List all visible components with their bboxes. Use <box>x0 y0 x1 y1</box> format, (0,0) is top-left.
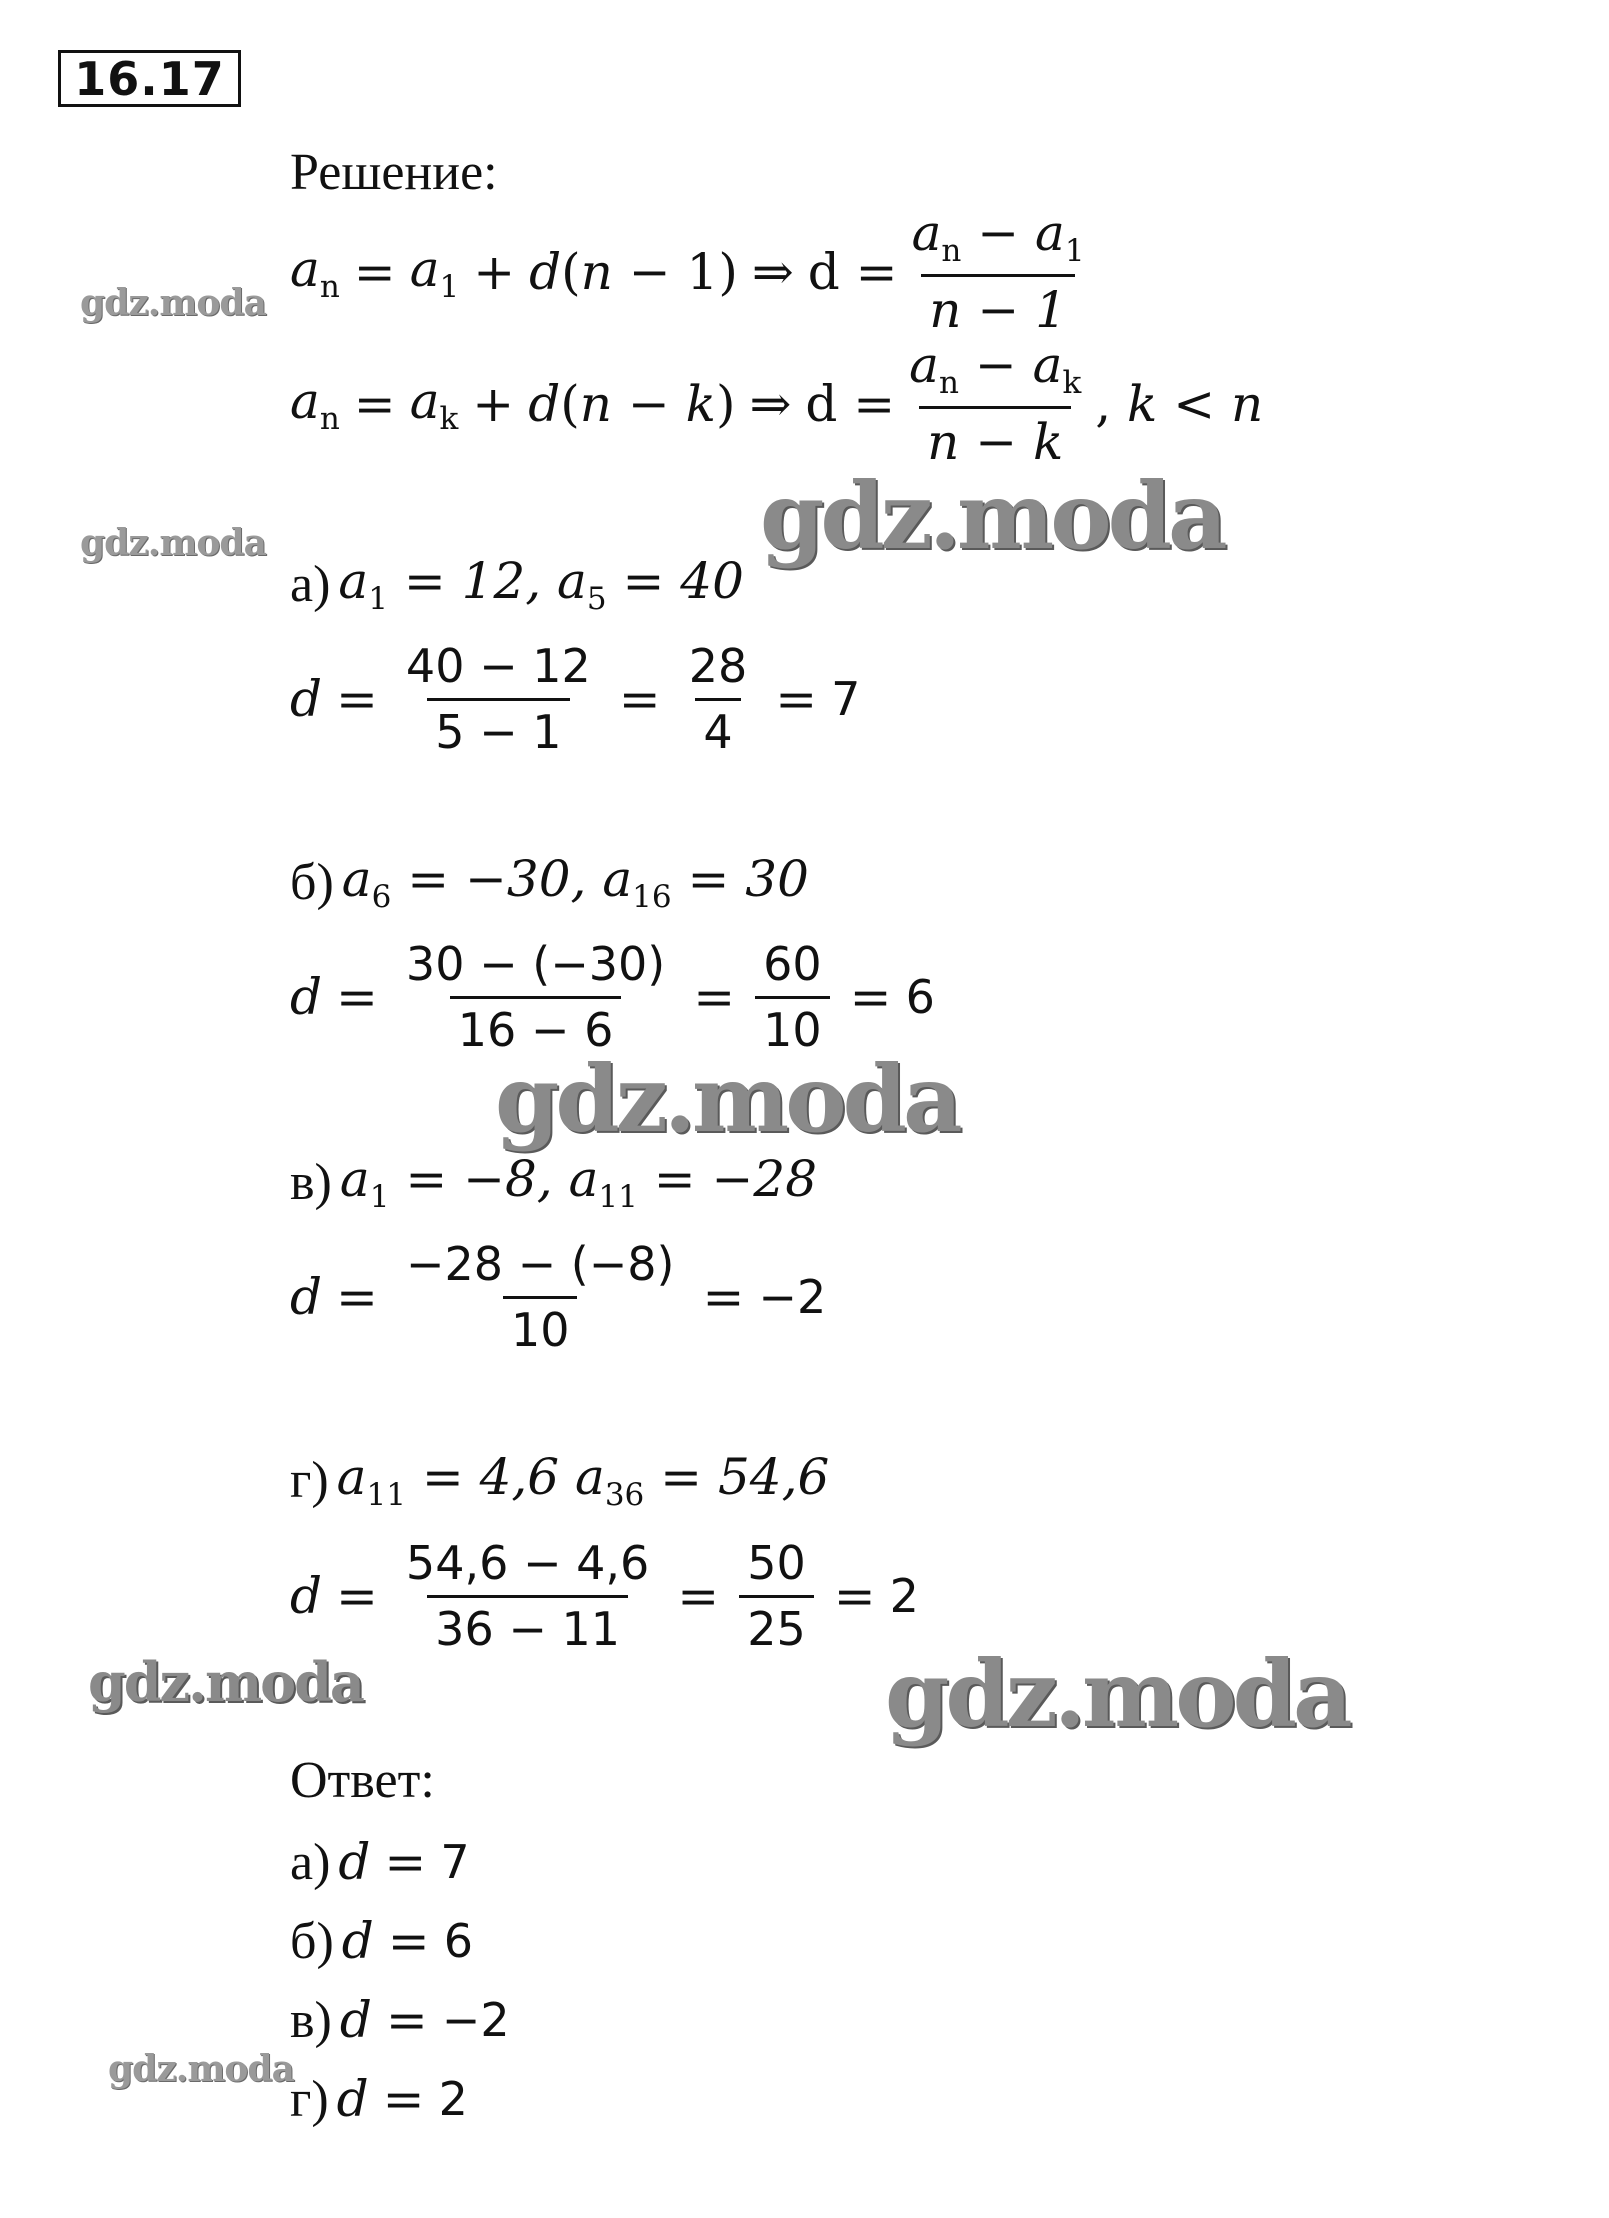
formula-general-2-d: d = <box>805 375 896 433</box>
answer-a-label: а) <box>290 1833 331 1891</box>
part-b-numerator: 30 − (−30) <box>405 936 666 991</box>
part-d-fraction <box>398 1537 657 1656</box>
answer-b-label: б) <box>290 1912 334 1970</box>
part-a-simp-denominator: 4 <box>695 698 740 759</box>
answer-a-value: 7 <box>440 1835 470 1889</box>
answer-c-value: −2 <box>441 1993 510 2047</box>
part-b-simp-denominator: 10 <box>755 996 830 1057</box>
watermark: gdz.moda <box>108 2048 294 2090</box>
formula-general-1-numerator: $a_n - a_1$ <box>911 203 1085 269</box>
part-c-result: −2 <box>758 1270 827 1324</box>
part-d-denominator: 36 − 11 <box>427 1595 628 1656</box>
part-a-simplified <box>681 640 756 759</box>
part-c-fraction <box>398 1238 683 1357</box>
watermark: gdz.moda <box>495 1045 959 1153</box>
part-a-result: 7 <box>831 672 861 726</box>
watermark: gdz.moda <box>88 1650 363 1714</box>
formula-general-2-fraction <box>901 337 1089 472</box>
part-b-calc: d = $\frac{30 - (-30)}{16 - 6}$ = $\frac{60}{10}$ = 6 <box>290 936 935 1057</box>
part-d-given-text: $a_{11} = 4,6$ $a_{36} = 54,6$ <box>336 1447 830 1513</box>
part-d-simplified <box>739 1537 814 1656</box>
part-d-simp-numerator: 50 <box>747 1535 806 1590</box>
problem-number: 16.17 <box>58 50 241 107</box>
solution-label: Решение: <box>290 143 498 201</box>
part-b-denominator: 16 − 6 <box>450 996 622 1057</box>
part-a-given <box>290 540 744 628</box>
part-a-calc: d = $\frac{40 - 12}{5 - 1}$ = $\frac{28}{4}$ = 7 <box>290 638 861 759</box>
part-a-label: а) <box>290 555 331 613</box>
part-c-calc: d = $\frac{-28 - (-8)}{10}$ = −2 <box>290 1236 827 1357</box>
answer-b-value: 6 <box>443 1914 473 1968</box>
part-c-label: в) <box>290 1153 332 1211</box>
part-d-simp-denominator: 25 <box>739 1595 814 1656</box>
answer-d: г) d = 2 <box>290 2070 468 2128</box>
answer-a: а) d = 7 <box>290 1833 470 1891</box>
part-b-given-text: $a_6 = -30$, $a_{16} = 30$ <box>341 849 809 915</box>
part-b-given <box>290 838 809 926</box>
answer-d-label: г) <box>290 2070 329 2128</box>
part-c-given-text: $a_1 = -8$, $a_{11} = -28$ <box>339 1149 818 1215</box>
part-d-calc: d = $\frac{54,6 - 4,6}{36 - 11}$ = $\frac{50}{25}$ = 2 <box>290 1535 919 1656</box>
part-a-fraction <box>398 640 599 759</box>
formula-general-2-numerator: $a_n - a_k$ <box>909 335 1082 401</box>
formula-general-2-denominator: n − k <box>919 406 1071 472</box>
formula-general-1-fraction <box>904 205 1093 340</box>
formula-general-1: $a_n$ = $a_1$ + d ( n − 1) ⇒ d = $\frac{a_n - a_1}{n - 1}$ <box>290 228 1099 316</box>
part-c-denominator: 10 <box>503 1296 578 1357</box>
answer-label: Ответ: <box>290 1751 435 1809</box>
part-b-result: 6 <box>905 970 935 1024</box>
part-b-simp-numerator: 60 <box>763 936 822 991</box>
answer-c-label: в) <box>290 1991 332 2049</box>
watermark: gdz.moda <box>760 462 1224 570</box>
formula-general-2-condition: k < n <box>1127 375 1264 433</box>
part-d-numerator: 54,6 − 4,6 <box>405 1535 650 1590</box>
part-b-fraction <box>398 938 673 1057</box>
part-a-given-text: $a_1 = 12$, $a_5 = 40$ <box>338 551 744 617</box>
part-a-simp-numerator: 28 <box>688 638 748 693</box>
part-b-simplified <box>755 938 830 1057</box>
formula-general-1-denominator: n − 1 <box>921 274 1075 340</box>
part-a-denominator: 5 − 1 <box>427 698 569 759</box>
part-b-label: б) <box>290 853 334 911</box>
part-d-label: г) <box>290 1451 329 1509</box>
answer-c: в) d = −2 <box>290 1991 510 2049</box>
formula-general-2: $a_n$ = $a_k$ + d ( n − k ) ⇒ d = $\frac{a_n - a_k}{n - k}$ , k < n <box>290 335 1264 471</box>
watermark: gdz.moda <box>80 282 266 324</box>
part-d-result: 2 <box>889 1569 919 1623</box>
part-c-numerator: −28 − (−8) <box>405 1236 675 1291</box>
answer-b: б) d = 6 <box>290 1912 473 1970</box>
answer-d-value: 2 <box>438 2072 468 2126</box>
watermark: gdz.moda <box>885 1640 1349 1748</box>
part-a-numerator: 40 − 12 <box>405 638 591 693</box>
watermark: gdz.moda <box>80 522 266 564</box>
formula-general-1-d: d = <box>807 243 898 301</box>
part-d-given <box>290 1436 829 1524</box>
